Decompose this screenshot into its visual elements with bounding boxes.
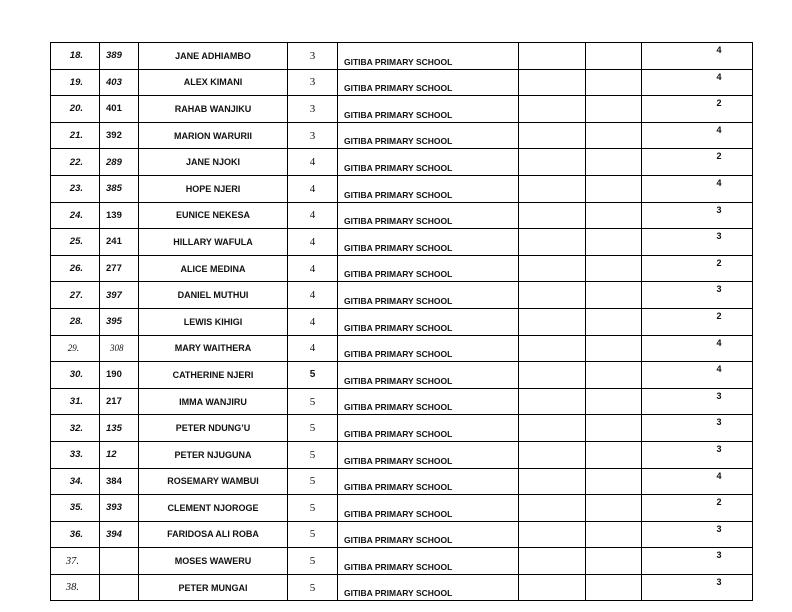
- grade-cell: 5: [288, 362, 338, 389]
- empty-cell: [586, 229, 642, 256]
- row-number: 32.: [51, 415, 100, 442]
- row-number: 28.: [51, 308, 100, 335]
- empty-cell: [519, 282, 586, 309]
- school-name: GITIBA PRIMARY SCHOOL: [338, 122, 519, 149]
- row-number: 20.: [51, 96, 100, 123]
- empty-cell: [586, 495, 642, 522]
- grade-cell: 5: [288, 415, 338, 442]
- empty-cell: [519, 229, 586, 256]
- table-row: [51, 548, 753, 575]
- empty-cell: [586, 96, 642, 123]
- score-cell: 3: [642, 415, 753, 442]
- grade-cell: 4: [288, 308, 338, 335]
- grade-cell: 4: [288, 255, 338, 282]
- score-cell: 2: [642, 308, 753, 335]
- school-name: GITIBA PRIMARY SCHOOL: [338, 308, 519, 335]
- empty-cell: [586, 415, 642, 442]
- row-number: 31.: [51, 388, 100, 415]
- student-name: EUNICE NEKESA: [139, 202, 288, 229]
- admission-number: 393: [100, 495, 139, 522]
- school-name: GITIBA PRIMARY SCHOOL: [338, 149, 519, 176]
- school-name: GITIBA PRIMARY SCHOOL: [338, 69, 519, 96]
- grade-cell: 5: [288, 468, 338, 495]
- table-row: [51, 149, 753, 176]
- empty-cell: [586, 362, 642, 389]
- school-name: GITIBA PRIMARY SCHOOL: [338, 388, 519, 415]
- empty-cell: [586, 43, 642, 70]
- school-name: GITIBA PRIMARY SCHOOL: [338, 415, 519, 442]
- table-row: [51, 282, 753, 309]
- admission-number: 394: [100, 521, 139, 548]
- score-cell: 4: [642, 122, 753, 149]
- score-cell: 3: [642, 202, 753, 229]
- empty-cell: [586, 202, 642, 229]
- score-cell: 3: [642, 441, 753, 468]
- empty-cell: [519, 175, 586, 202]
- empty-cell: [586, 149, 642, 176]
- admission-number: 289: [100, 149, 139, 176]
- empty-cell: [519, 441, 586, 468]
- student-name: MOSES WAWERU: [139, 548, 288, 575]
- table-row: [51, 229, 753, 256]
- school-name: GITIBA PRIMARY SCHOOL: [338, 495, 519, 522]
- grade-cell: 3: [288, 96, 338, 123]
- empty-cell: [519, 308, 586, 335]
- row-number: 24.: [51, 202, 100, 229]
- score-cell: 4: [642, 335, 753, 362]
- admission-number: 392: [100, 122, 139, 149]
- school-name: GITIBA PRIMARY SCHOOL: [338, 282, 519, 309]
- empty-cell: [519, 362, 586, 389]
- admission-number: 384: [100, 468, 139, 495]
- empty-cell: [586, 255, 642, 282]
- row-number: 36.: [51, 521, 100, 548]
- score-cell: 4: [642, 468, 753, 495]
- admission-number: 397: [100, 282, 139, 309]
- grade-cell: 4: [288, 149, 338, 176]
- grade-cell: 4: [288, 229, 338, 256]
- empty-cell: [519, 388, 586, 415]
- empty-cell: [586, 175, 642, 202]
- table-row: [51, 175, 753, 202]
- score-cell: 2: [642, 149, 753, 176]
- empty-cell: [519, 43, 586, 70]
- score-cell: 3: [642, 229, 753, 256]
- score-cell: 4: [642, 43, 753, 70]
- empty-cell: [519, 335, 586, 362]
- row-number: 26.: [51, 255, 100, 282]
- empty-cell: [519, 415, 586, 442]
- score-cell: 3: [642, 548, 753, 575]
- school-name: GITIBA PRIMARY SCHOOL: [338, 175, 519, 202]
- score-cell: 3: [642, 521, 753, 548]
- empty-cell: [586, 521, 642, 548]
- school-name: GITIBA PRIMARY SCHOOL: [338, 43, 519, 70]
- admission-number: 277: [100, 255, 139, 282]
- student-name: LEWIS KIHIGI: [139, 308, 288, 335]
- grade-cell: 5: [288, 441, 338, 468]
- student-name: PETER NDUNG’U: [139, 415, 288, 442]
- admission-number: 190: [100, 362, 139, 389]
- admission-number: 389: [100, 43, 139, 70]
- table-row: [51, 574, 753, 601]
- student-name: MARION WARURII: [139, 122, 288, 149]
- empty-cell: [519, 468, 586, 495]
- table-row: [51, 69, 753, 96]
- empty-cell: [519, 69, 586, 96]
- student-name: ALICE MEDINA: [139, 255, 288, 282]
- empty-cell: [519, 495, 586, 522]
- grade-cell: 5: [288, 495, 338, 522]
- row-number: 29.: [51, 335, 100, 362]
- row-number: 30.: [51, 362, 100, 389]
- empty-cell: [586, 441, 642, 468]
- grade-cell: 4: [288, 335, 338, 362]
- row-number: 34.: [51, 468, 100, 495]
- table-row: [51, 122, 753, 149]
- admission-number: 385: [100, 175, 139, 202]
- score-cell: 4: [642, 175, 753, 202]
- student-name: JANE NJOKI: [139, 149, 288, 176]
- school-name: GITIBA PRIMARY SCHOOL: [338, 362, 519, 389]
- empty-cell: [586, 574, 642, 601]
- school-name: GITIBA PRIMARY SCHOOL: [338, 521, 519, 548]
- empty-cell: [586, 548, 642, 575]
- admission-number: 403: [100, 69, 139, 96]
- empty-cell: [586, 335, 642, 362]
- table-row: [51, 362, 753, 389]
- student-name: JANE ADHIAMBO: [139, 43, 288, 70]
- school-name: GITIBA PRIMARY SCHOOL: [338, 468, 519, 495]
- table-row: [51, 415, 753, 442]
- empty-cell: [519, 255, 586, 282]
- empty-cell: [586, 308, 642, 335]
- student-name: HILLARY WAFULA: [139, 229, 288, 256]
- grade-cell: 4: [288, 282, 338, 309]
- row-number: 18.: [51, 43, 100, 70]
- grade-cell: 4: [288, 175, 338, 202]
- table-row: [51, 202, 753, 229]
- empty-cell: [586, 388, 642, 415]
- grade-cell: 3: [288, 122, 338, 149]
- student-name: RAHAB WANJIKU: [139, 96, 288, 123]
- empty-cell: [519, 548, 586, 575]
- empty-cell: [519, 521, 586, 548]
- score-cell: 4: [642, 362, 753, 389]
- grade-cell: 4: [288, 202, 338, 229]
- student-name: MARY WAITHERA: [139, 335, 288, 362]
- admission-number: 135: [100, 415, 139, 442]
- score-cell: 2: [642, 96, 753, 123]
- row-number: 33.: [51, 441, 100, 468]
- empty-cell: [586, 69, 642, 96]
- empty-cell: [586, 468, 642, 495]
- school-name: GITIBA PRIMARY SCHOOL: [338, 574, 519, 601]
- row-number: 38.: [51, 574, 100, 601]
- empty-cell: [519, 96, 586, 123]
- score-cell: 2: [642, 255, 753, 282]
- row-number: 35.: [51, 495, 100, 522]
- row-number: 22.: [51, 149, 100, 176]
- school-name: GITIBA PRIMARY SCHOOL: [338, 96, 519, 123]
- grade-cell: 5: [288, 521, 338, 548]
- empty-cell: [519, 122, 586, 149]
- student-table: [50, 42, 753, 601]
- grade-cell: 3: [288, 43, 338, 70]
- row-number: 27.: [51, 282, 100, 309]
- student-name: PETER NJUGUNA: [139, 441, 288, 468]
- admission-number: [100, 548, 139, 575]
- score-cell: 3: [642, 574, 753, 601]
- row-number: 23.: [51, 175, 100, 202]
- admission-number: 139: [100, 202, 139, 229]
- student-name: FARIDOSA ALI ROBA: [139, 521, 288, 548]
- school-name: GITIBA PRIMARY SCHOOL: [338, 255, 519, 282]
- student-name: ALEX KIMANI: [139, 69, 288, 96]
- empty-cell: [519, 202, 586, 229]
- score-cell: 3: [642, 388, 753, 415]
- score-cell: 3: [642, 282, 753, 309]
- student-name: IMMA WANJIRU: [139, 388, 288, 415]
- table-row: [51, 441, 753, 468]
- student-name: DANIEL MUTHUI: [139, 282, 288, 309]
- school-name: GITIBA PRIMARY SCHOOL: [338, 202, 519, 229]
- empty-cell: [586, 122, 642, 149]
- grade-cell: 5: [288, 548, 338, 575]
- table-row: [51, 388, 753, 415]
- grade-cell: 3: [288, 69, 338, 96]
- table-row: [51, 495, 753, 522]
- student-name: PETER MUNGAI: [139, 574, 288, 601]
- table-row: [51, 335, 753, 362]
- table-row: [51, 43, 753, 70]
- student-name: HOPE NJERI: [139, 175, 288, 202]
- score-cell: 4: [642, 69, 753, 96]
- row-number: 25.: [51, 229, 100, 256]
- row-number: 37.: [51, 548, 100, 575]
- student-name: ROSEMARY WAMBUI: [139, 468, 288, 495]
- table-row: [51, 96, 753, 123]
- student-name: CATHERINE NJERI: [139, 362, 288, 389]
- admission-number: 241: [100, 229, 139, 256]
- table-row: [51, 255, 753, 282]
- table-row: [51, 468, 753, 495]
- empty-cell: [586, 282, 642, 309]
- school-name: GITIBA PRIMARY SCHOOL: [338, 441, 519, 468]
- table-row: [51, 308, 753, 335]
- school-name: GITIBA PRIMARY SCHOOL: [338, 335, 519, 362]
- empty-cell: [519, 149, 586, 176]
- row-number: 21.: [51, 122, 100, 149]
- student-name: CLEMENT NJOROGE: [139, 495, 288, 522]
- admission-number: 401: [100, 96, 139, 123]
- score-cell: 2: [642, 495, 753, 522]
- school-name: GITIBA PRIMARY SCHOOL: [338, 229, 519, 256]
- table-row: [51, 521, 753, 548]
- grade-cell: 5: [288, 388, 338, 415]
- admission-number: 217: [100, 388, 139, 415]
- admission-number: 395: [100, 308, 139, 335]
- row-number: 19.: [51, 69, 100, 96]
- admission-number: 12: [100, 441, 139, 468]
- empty-cell: [519, 574, 586, 601]
- admission-number: [100, 574, 139, 601]
- admission-number: 308: [100, 335, 139, 362]
- grade-cell: 5: [288, 574, 338, 601]
- school-name: GITIBA PRIMARY SCHOOL: [338, 548, 519, 575]
